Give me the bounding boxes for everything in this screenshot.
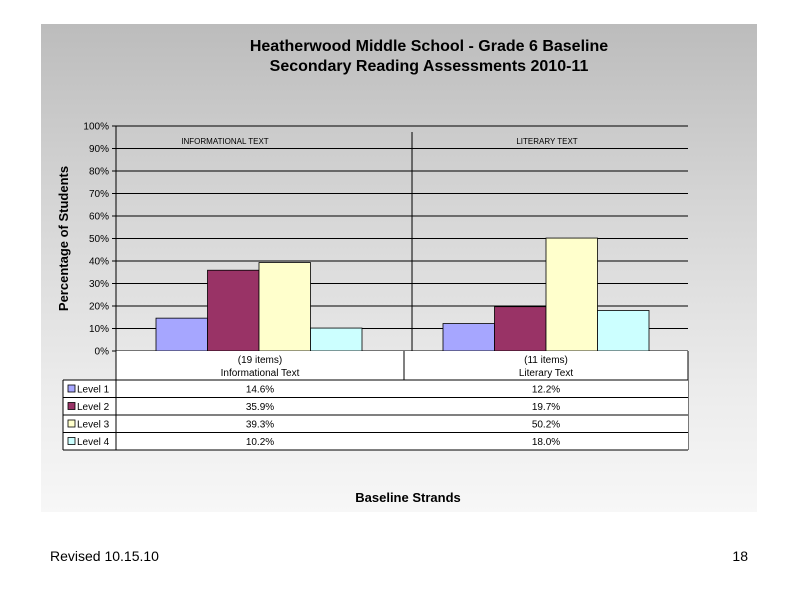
y-tick-label: 100%: [83, 121, 109, 133]
data-label: 39.3%: [245, 419, 275, 431]
bar: [208, 270, 260, 351]
group-panel-label: LITERARY TEXT: [516, 137, 578, 146]
data-label: 19.7%: [531, 402, 561, 413]
data-label: 12.2%: [531, 384, 561, 396]
bar: [546, 238, 598, 351]
data-label: 18.0%: [531, 437, 561, 448]
legend-label: Level 3: [77, 419, 110, 431]
bar: [156, 318, 208, 351]
x-axis-label: Baseline Strands: [355, 490, 461, 505]
y-tick-label: 80%: [88, 166, 109, 178]
chart-title-line: Secondary Reading Assessments 2010-11: [269, 58, 589, 75]
chart-title-line: Heatherwood Middle School - Grade 6 Baseline: [249, 38, 609, 55]
group-panel-label: INFORMATIONAL TEXT: [181, 137, 269, 146]
legend-label: Level 1: [77, 384, 110, 396]
table-row-bg: [63, 398, 688, 416]
y-tick-label: 40%: [88, 256, 109, 268]
bar: [311, 328, 363, 351]
legend-label: Level 4: [77, 437, 110, 448]
y-tick-label: 10%: [88, 324, 109, 335]
table-row-bg: [63, 433, 688, 451]
group-item-count: (11 items): [524, 355, 568, 366]
data-label: 14.6%: [245, 384, 275, 396]
revised-date: Revised 10.15.10: [50, 548, 159, 564]
y-axis-label: Percentage of Students: [56, 165, 71, 312]
group-item-count: (19 items): [237, 355, 283, 366]
data-label: 50.2%: [531, 419, 561, 431]
data-label: 35.9%: [245, 402, 275, 413]
y-tick-label: 20%: [88, 301, 109, 313]
legend-swatch: [68, 420, 75, 427]
y-tick-label: 50%: [88, 234, 109, 245]
x-category-label: Informational Text: [220, 368, 300, 379]
bar: [443, 324, 495, 351]
legend-swatch: [68, 438, 75, 445]
y-tick-label: 0%: [94, 346, 109, 358]
x-category-label: Literary Text: [518, 368, 574, 379]
y-tick-label: 30%: [88, 279, 109, 290]
legend-label: Level 2: [77, 402, 110, 413]
bar: [495, 307, 547, 351]
y-tick-label: 70%: [88, 189, 109, 200]
bar: [598, 311, 650, 352]
page-number: 18: [732, 548, 748, 564]
data-label: 10.2%: [245, 437, 275, 448]
table-row-bg: [63, 415, 688, 433]
table-header-bg: [116, 351, 688, 380]
bar: [259, 263, 311, 351]
chart-svg: [41, 24, 757, 512]
y-tick-label: 90%: [88, 144, 109, 155]
y-tick-label: 60%: [88, 211, 109, 223]
chart-panel: [41, 24, 757, 512]
table-row-bg: [63, 380, 688, 398]
legend-swatch: [68, 403, 75, 410]
legend-swatch: [68, 385, 75, 392]
